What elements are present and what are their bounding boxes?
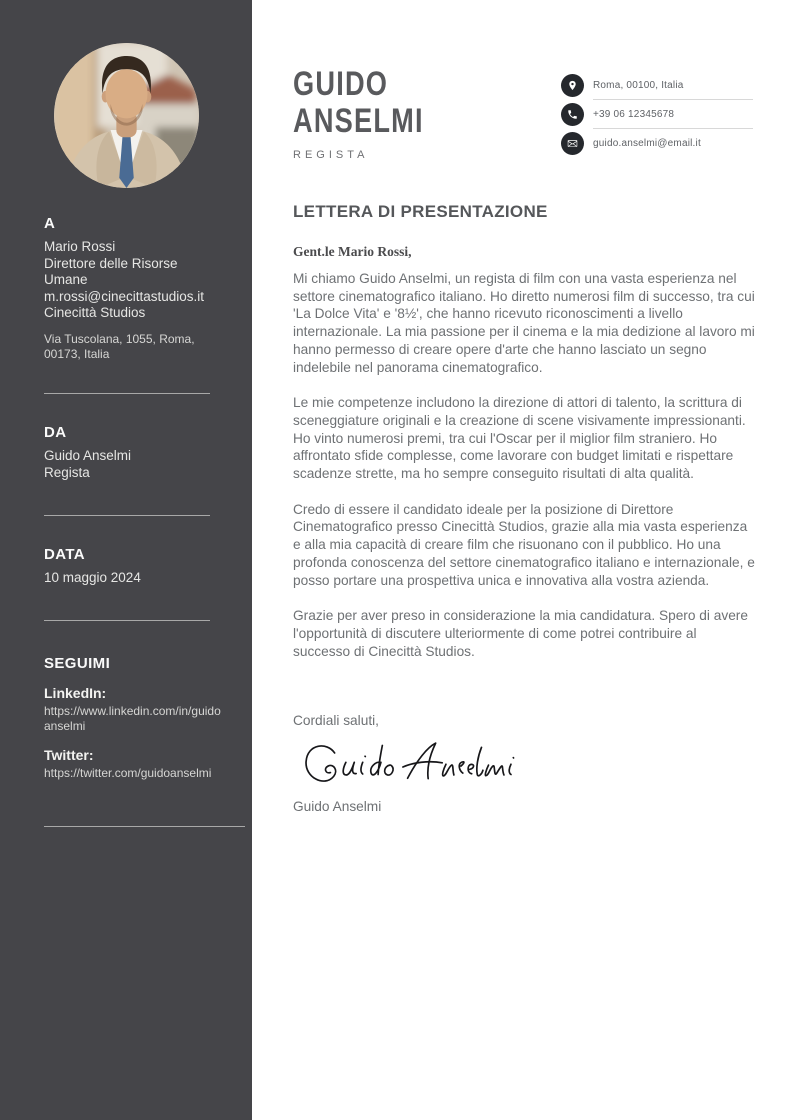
sidebar-divider xyxy=(44,620,210,621)
date-heading: DATA xyxy=(44,546,86,563)
follow-section xyxy=(44,655,230,781)
profile-photo xyxy=(54,43,199,188)
twitter-label: Twitter: xyxy=(44,747,94,763)
sender-heading: DA xyxy=(44,424,67,441)
paragraph-skills: Le mie competenze includono la direzione di attori di talento, la scrittura di sceneggiature originali e la creazione di scene visivamente impressionanti. Ho vinto numerosi premi, tra cui l'Oscar per il miglior film straniero. Ho affrontato sfide complesse, come lavorare con budget limitati e rispettare scadenze strette, ma ho sempre conseguito risultati di alta qualità. xyxy=(293,395,746,482)
contact-phone: +39 06 12345678 xyxy=(593,100,753,129)
sender-role: Regista xyxy=(44,464,90,480)
contact-row-location xyxy=(561,71,753,100)
paragraph-fit: Credo di essere il candidato ideale per la posizione di Direttore Cinematografico presso Cinecittà Studios, grazie alla mia vasta esperienza e alla mia capacità di creare film che risuonano con il pubblico. Ho una profonda conoscenza del settore cinematografico italiano e internazionale, e posso portare una prospettiva unica e innovativa alla vostra azienda. xyxy=(293,501,755,588)
linkedin-label: LinkedIn: xyxy=(44,685,107,701)
email-icon xyxy=(561,132,584,155)
closing-salutation: Cordiali saluti, xyxy=(293,713,379,729)
follow-link-linkedin xyxy=(44,685,230,734)
paragraph-intro: Mi chiamo Guido Anselmi, un regista di film con una vasta esperienza nel settore cinematografico italiano. Ho diretto numerosi film di successo, tra cui 'La Dolce Vita' e '8½', che hanno ricevuto riconoscimenti a livello internazionale. La mia passione per il cinema e la mia dedizione al lavoro mi hanno permesso di creare opere d'arte che hanno lasciato un segno indelebile nel panorama cinematografico. xyxy=(293,271,755,375)
printed-name: Guido Anselmi xyxy=(293,799,382,815)
applicant-name-block xyxy=(293,66,457,161)
sidebar-divider xyxy=(44,826,245,827)
recipient-address: Via Tuscolana, 1055, Roma, 00173, Italia xyxy=(44,331,195,361)
applicant-last-name: ANSELMI xyxy=(293,102,424,140)
recipient-company: Cinecittà Studios xyxy=(44,305,146,320)
recipient-role: Direttore delle Risorse Umane xyxy=(44,255,178,287)
sidebar-divider xyxy=(44,393,210,394)
phone-icon xyxy=(561,103,584,126)
date-value: 10 maggio 2024 xyxy=(44,570,141,585)
sender-section xyxy=(44,424,230,481)
recipient-heading: A xyxy=(44,215,56,232)
greeting: Gent.le Mario Rossi, xyxy=(293,244,412,259)
sidebar xyxy=(0,0,252,1120)
contact-email: guido.anselmi@email.it xyxy=(593,138,701,149)
follow-heading: SEGUIMI xyxy=(44,655,111,672)
follow-link-twitter xyxy=(44,747,230,781)
recipient-details xyxy=(44,239,230,322)
contact-row-phone xyxy=(561,100,753,129)
linkedin-url[interactable]: https://www.linkedin.com/in/guidoanselmi xyxy=(44,704,221,733)
recipient-email: m.rossi@cinecittastudios.it xyxy=(44,288,205,304)
recipient-section xyxy=(44,215,230,362)
contact-row-email xyxy=(561,129,753,157)
applicant-role: REGISTA xyxy=(293,149,369,161)
letter-body xyxy=(293,202,755,814)
location-pin-icon xyxy=(561,74,584,97)
recipient-name: Mario Rossi xyxy=(44,239,116,254)
twitter-url[interactable]: https://twitter.com/guidoanselmi xyxy=(44,766,212,780)
portrait-illustration xyxy=(54,43,199,188)
letter-title: LETTERA DI PRESENTAZIONE xyxy=(293,202,548,221)
signature-script xyxy=(293,738,755,796)
date-section xyxy=(44,546,230,587)
sender-name: Guido Anselmi xyxy=(44,448,132,463)
paragraph-thanks: Grazie per aver preso in considerazione la mia candidatura. Spero di avere l'opportunità di discutere ulteriormente di come potrei contribuire al successo di Cinecittà Studios. xyxy=(293,608,748,659)
applicant-first-name: GUIDO xyxy=(293,65,389,103)
contact-block xyxy=(561,71,753,157)
sidebar-divider xyxy=(44,515,210,516)
contact-location: Roma, 00100, Italia xyxy=(593,71,753,100)
sender-details xyxy=(44,448,230,481)
